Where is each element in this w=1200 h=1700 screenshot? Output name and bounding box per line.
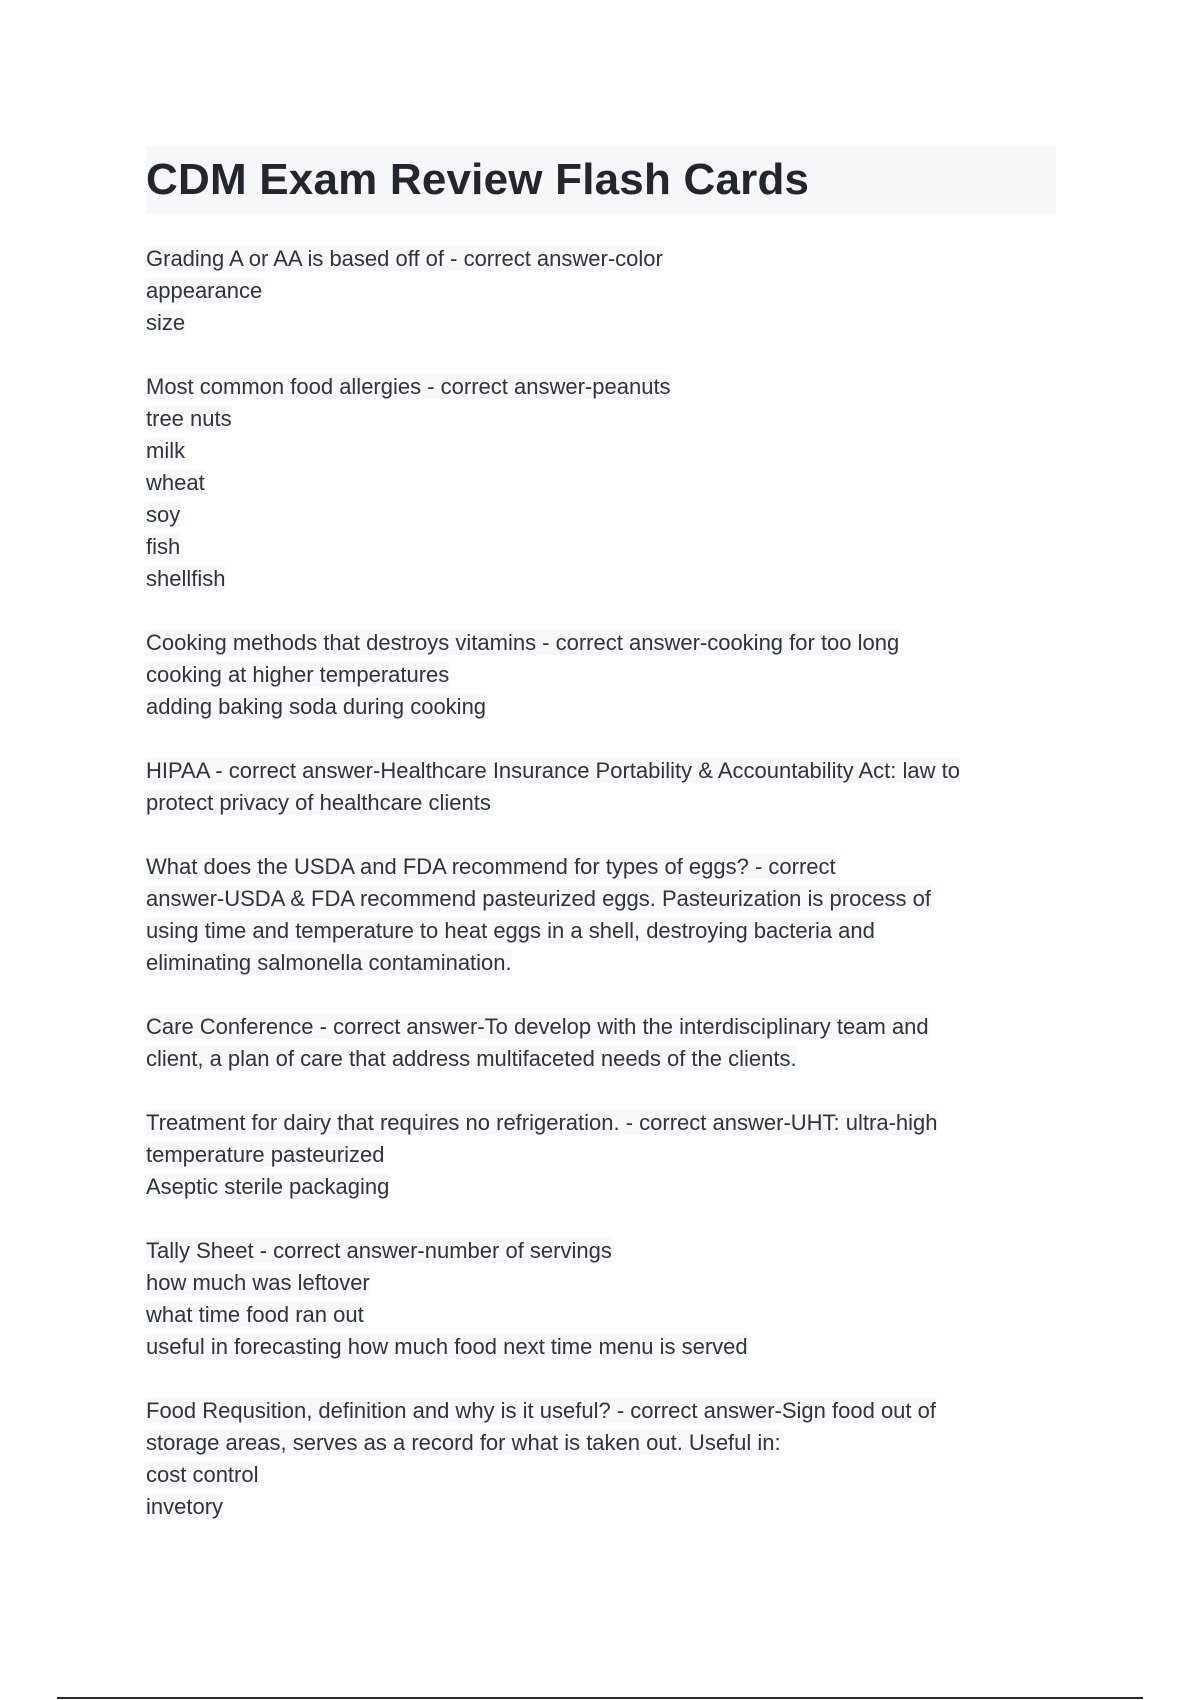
document-title: CDM Exam Review Flash Cards <box>146 155 810 204</box>
flash-card-question-line <box>146 1395 1056 1427</box>
flash-card-text: Food Requsition, definition and why is it useful? - correct answer-Sign food out of <box>146 1398 936 1423</box>
flash-card-text: what time food ran out <box>146 1302 364 1327</box>
flash-card-text: HIPAA - correct answer-Healthcare Insurance Portability & Accountability Act: law to <box>146 758 960 783</box>
flash-card-text: how much was leftover <box>146 1270 370 1295</box>
flash-card-answer-line <box>146 307 1056 339</box>
flash-card-text: client, a plan of care that address multifaceted needs of the clients. <box>146 1046 797 1071</box>
flash-card-answer-line <box>146 915 1056 947</box>
flash-card-question-line <box>146 1107 1056 1139</box>
flash-card-text: tree nuts <box>146 406 232 431</box>
flash-card-text: answer-USDA & FDA recommend pasteurized eggs. Pasteurization is process of <box>146 886 932 911</box>
flash-card-answer-line <box>146 787 1056 819</box>
flash-card-answer-line <box>146 435 1056 467</box>
flash-card-answer-line <box>146 467 1056 499</box>
flash-card-text: Cooking methods that destroys vitamins - correct answer-cooking for too long <box>146 630 900 655</box>
flash-card-question-line <box>146 1011 1056 1043</box>
flash-card <box>146 1235 1056 1363</box>
flash-card-question-line <box>146 1235 1056 1267</box>
flash-card-text: cooking at higher temperatures <box>146 662 450 687</box>
flash-card-question-line <box>146 243 1056 275</box>
flash-card-text: Aseptic sterile packaging <box>146 1174 390 1199</box>
flash-card-text: shellfish <box>146 566 226 591</box>
flash-card-text: Tally Sheet - correct answer-number of servings <box>146 1238 612 1263</box>
flash-card <box>146 1107 1056 1203</box>
flash-card-answer-line <box>146 1491 1056 1523</box>
flash-card <box>146 371 1056 595</box>
flash-card-text: size <box>146 310 186 335</box>
flash-card-list <box>146 243 1056 1555</box>
footer-rule <box>57 1697 1143 1699</box>
flash-card-text: appearance <box>146 278 263 303</box>
flash-card-question-line <box>146 371 1056 403</box>
flash-card-answer-line <box>146 499 1056 531</box>
flash-card-answer-line <box>146 1267 1056 1299</box>
flash-card-answer-line <box>146 531 1056 563</box>
flash-card-question-line <box>146 851 1056 883</box>
flash-card <box>146 627 1056 723</box>
flash-card-question-line <box>146 627 1056 659</box>
flash-card-text: invetory <box>146 1494 224 1519</box>
flash-card-text: cost control <box>146 1462 259 1487</box>
flash-card-answer-line <box>146 691 1056 723</box>
flash-card <box>146 1011 1056 1075</box>
flash-card-answer-line <box>146 1043 1056 1075</box>
flash-card <box>146 851 1056 979</box>
flash-card-text: Treatment for dairy that requires no refrigeration. - correct answer-UHT: ultra-high <box>146 1110 938 1135</box>
flash-card-text: storage areas, serves as a record for what is taken out. Useful in: <box>146 1430 781 1455</box>
flash-card-answer-line <box>146 403 1056 435</box>
flash-card-text: adding baking soda during cooking <box>146 694 487 719</box>
flash-card-answer-line <box>146 659 1056 691</box>
flash-card-answer-line <box>146 563 1056 595</box>
flash-card-answer-line <box>146 1331 1056 1363</box>
flash-card-answer-line <box>146 275 1056 307</box>
flash-card-text: wheat <box>146 470 205 495</box>
flash-card-text: protect privacy of healthcare clients <box>146 790 491 815</box>
flash-card-text: useful in forecasting how much food next time menu is served <box>146 1334 748 1359</box>
flash-card-answer-line <box>146 1139 1056 1171</box>
flash-card-answer-line <box>146 1299 1056 1331</box>
flash-card-answer-line <box>146 1427 1056 1459</box>
flash-card <box>146 1395 1056 1523</box>
flash-card-text: using time and temperature to heat eggs in a shell, destroying bacteria and <box>146 918 875 943</box>
flash-card-text: Grading A or AA is based off of - correct answer-color <box>146 246 663 271</box>
flash-card-answer-line <box>146 883 1056 915</box>
flash-card-question-line <box>146 755 1056 787</box>
flash-card-answer-line <box>146 1171 1056 1203</box>
title-bar <box>146 146 1056 214</box>
flash-card-answer-line <box>146 1459 1056 1491</box>
flash-card-text: What does the USDA and FDA recommend for types of eggs? - correct <box>146 854 836 879</box>
flash-card-text: eliminating salmonella contamination. <box>146 950 512 975</box>
flash-card-text: temperature pasteurized <box>146 1142 385 1167</box>
flash-card <box>146 243 1056 339</box>
flash-card-answer-line <box>146 947 1056 979</box>
flash-card-text: Most common food allergies - correct answer-peanuts <box>146 374 671 399</box>
flash-card-text: fish <box>146 534 181 559</box>
flash-card-text: milk <box>146 438 186 463</box>
flash-card-text: soy <box>146 502 181 527</box>
flash-card <box>146 755 1056 819</box>
flash-card-text: Care Conference - correct answer-To develop with the interdisciplinary team and <box>146 1014 929 1039</box>
